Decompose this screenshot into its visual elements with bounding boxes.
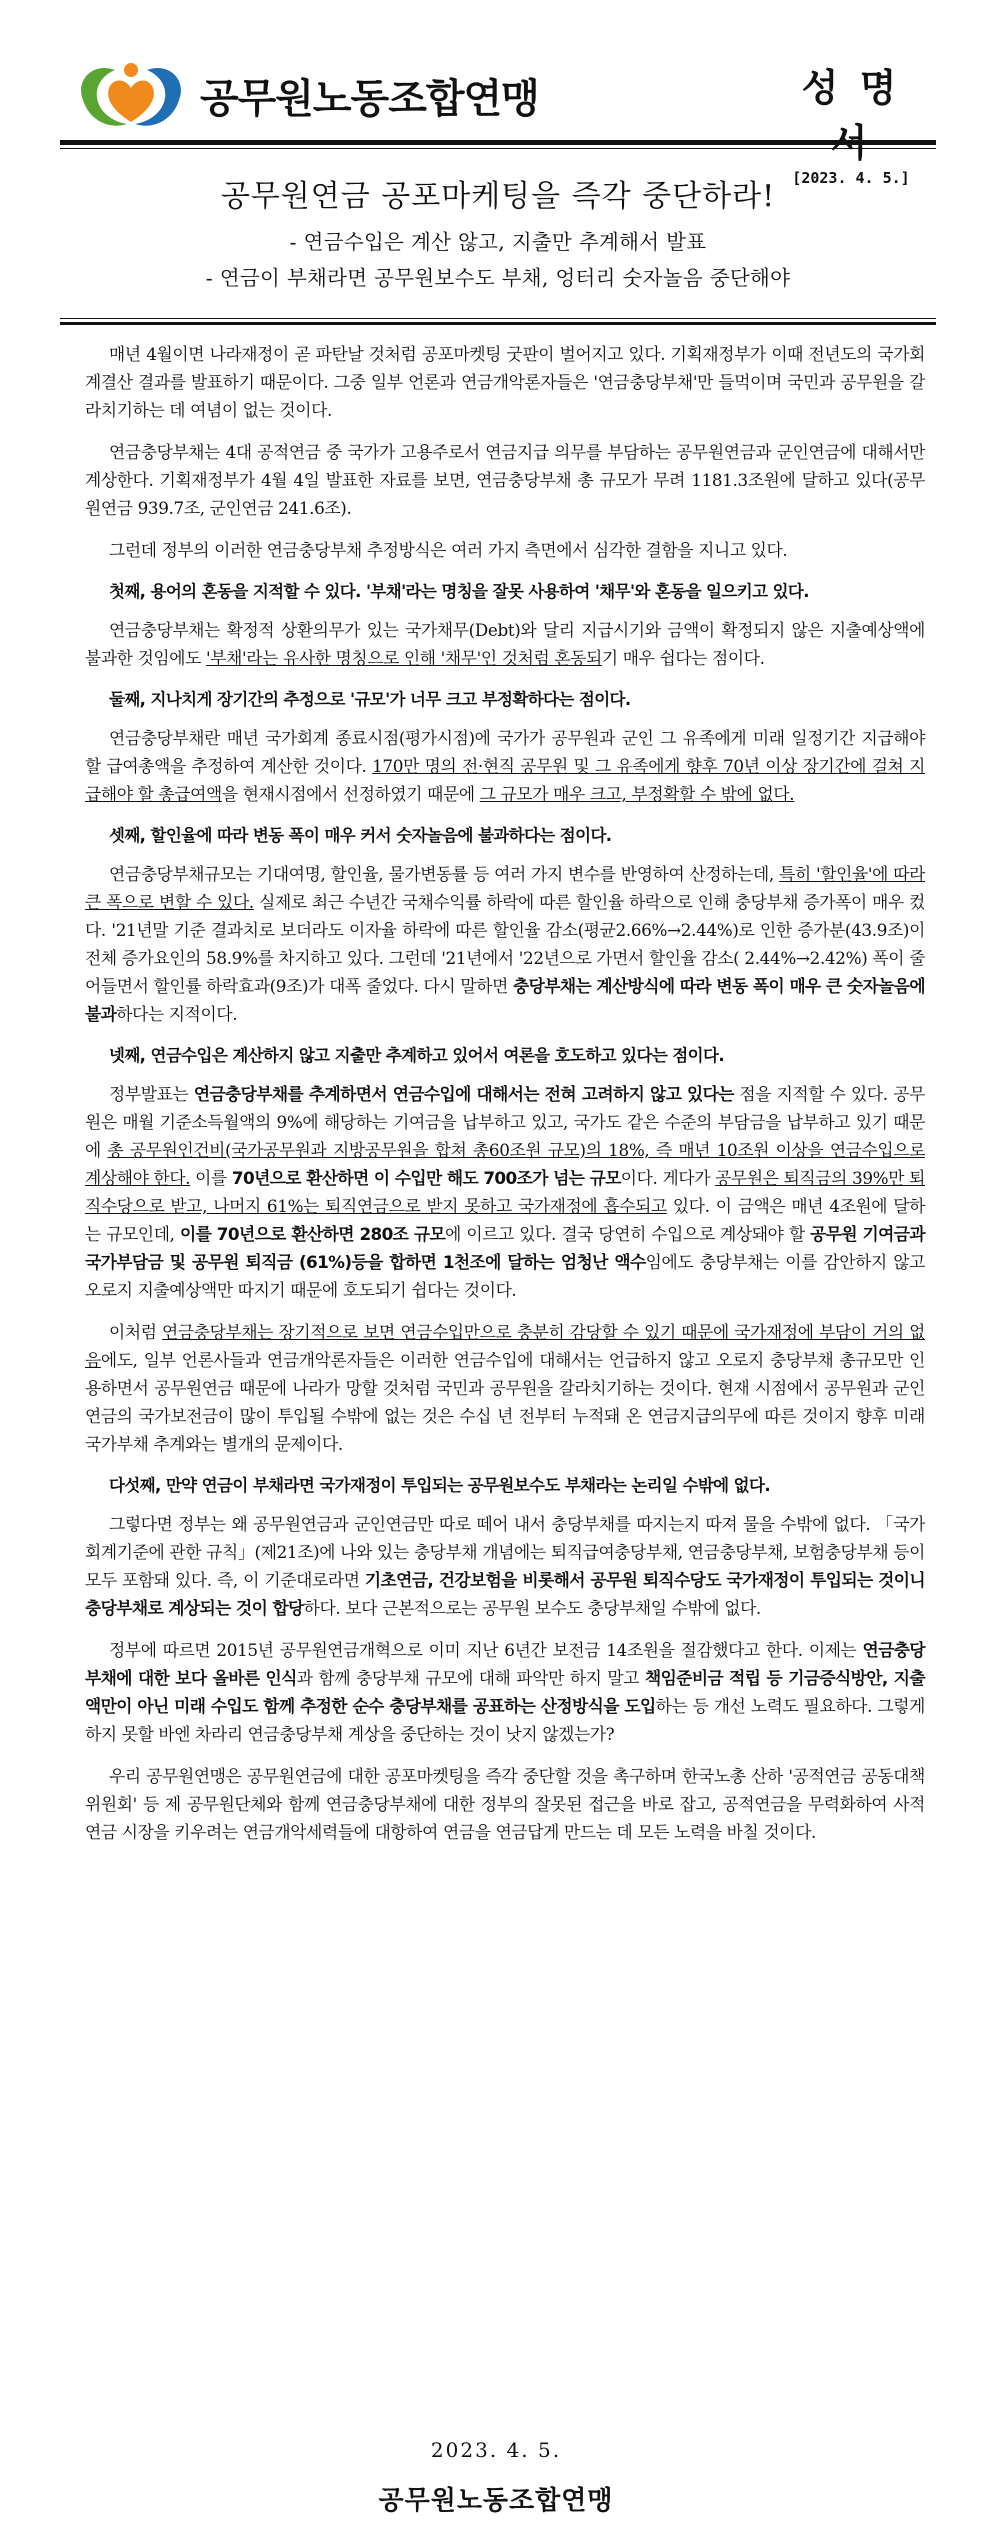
document-date: [2023. 4. 5.]: [792, 169, 910, 187]
text-span: 실제로 최근 수년간 국채수익률 하락에 따른 할인율 하락으로 인해 충당부채 증가폭이 매우 컸다. '21년말 기준 결과치로 보더라도 이자율 하락에 따른 할인율 감소(평균2.66%→2.44%)로 인한 증가분(43.9조)이 전체 증가요인의 58.9%를 차지하고 있다. 그런데 '21년에서 '22년으로 가면서 할인율 감소( 2.44%→2.42%) 폭이 줄어들면서 할인률 하락효과(9조)가 대폭 줄었다. 다시 말하면: [85, 892, 925, 996]
title-rule-thick: [60, 322, 936, 325]
underlined-text: '부채'라는 유사한 명칭으로 인해 '채무'인 것처럼 혼동되: [206, 648, 602, 668]
paragraph-conclusion: 우리 공무원연맹은 공무원연금에 대한 공포마켓팅을 즉각 중단할 것을 촉구하며 한국노총 산하 '공적연금 공동대책위원회' 등 제 공무원단체와 함께 연금충당부채에 대한 정부의 잘못된 접근을 바로 잡고, 공적연금을 무력화하여 사적연금 시장을 키우려는 연금개악세력들에 대항하여 연금을 연금답게 만드는 데 모든 노력을 바칠 것이다.: [85, 1766, 925, 1842]
paragraph-point-4-cont: [85, 1318, 925, 1458]
text-span: 점을 지적할 수 있다. 공무원은 매월 기준소득월액의 9%에 해당하는 기여금을 납부하고 있고, 국가도 같은 수준의 부담금을 납부하고 있기 때문에: [85, 1084, 925, 1160]
signature-org: 공무원노동조합연맹: [378, 2486, 614, 2516]
heading-point-4: 넷째, 연금수입은 계산하지 않고 지출만 추계하고 있어서 여론을 호도하고 있다는 점이다.: [109, 1046, 724, 1065]
text-span: 이를: [190, 1168, 232, 1188]
heading-point-1: 첫째, 용어의 혼동을 지적할 수 있다. '부채'라는 명칭을 잘못 사용하여 '채무'와 혼동을 일으키고 있다.: [109, 582, 809, 601]
heading-point-5: 다섯째, 만약 연금이 부채라면 국가재정이 투입되는 공무원보수도 부채라는 논리일 수밖에 없다.: [109, 1476, 771, 1495]
text-span: 연금충당부채규모는 기대여명, 할인율, 물가변동률 등 여러 가지 변수를 반영하여 산정하는데,: [109, 864, 780, 884]
text-span: 있다. 이 금액은 매년 4조원에 달하는 규모인데,: [85, 1196, 925, 1244]
text-span: 에도, 일부 언론사들과 연금개악론자들은 이러한 연금수입에 대해서는 언급하지 않고 오로지 충당부채 총규모만 인용하면서 공무원연금 때문에 나라가 망할 것처럼 국민과 공무원을 갈라치기하는 것이다. 현재 시점에서 공무원과 군인연금의 국가보전금이 많이 투입될 수밖에 없는 것은 수십 년 전부터 누적돼 온 연금지급의무에 따른 것이지 향후 미래 국가부채 추계와는 별개의 문제이다.: [85, 1350, 925, 1454]
bold-text: 공무원 기여금과 국가부담금 및 공무원 퇴직금 (61%)등을 합하면 1천조에 달하는 엄청난 액수: [85, 1224, 925, 1272]
main-title: 공무원연금 공포마케팅을 즉각 중단하라!: [220, 179, 776, 214]
paragraph-point-5: [85, 1510, 925, 1622]
org-name: 공무원노동조합연맹: [200, 76, 539, 122]
bold-text: 기초연금, 건강보험을 비롯해서 공무원 퇴직수당도 국가재정이 투입되는 것이니 충당부채로 계상되는 것이 합당: [85, 1570, 925, 1618]
subtitle-1: - 연금수입은 계산 않고, 지출만 추계해서 발표: [289, 230, 707, 254]
text-span: 을 현재시점에서 선정하였기 때문에: [221, 784, 480, 804]
text-span: 이다. 게다가: [620, 1168, 716, 1188]
bold-text: 충당부채는 계산방식에 따라 변동 폭이 매우 큰 숫자놀음에 불과: [85, 976, 925, 1024]
text-span: 정부발표는: [109, 1084, 194, 1104]
closing-date: 2023. 4. 5.: [430, 2438, 562, 2462]
underlined-text: 170만 명의 전·현직 공무원 및 그 유족에게 향후 70년 이상 장기간에 걸쳐 지급해야 할 총급여액: [85, 756, 925, 804]
text-span: 기 매우 쉽다는 점이다.: [601, 648, 765, 668]
statement-body: [85, 340, 925, 1860]
text-span: 그렇다면 정부는 왜 공무원연금과 군인연금만 따로 떼어 내서 충당부채를 따지는지 따져 물을 수밖에 없다. 「국가회계기준에 관한 규칙」(제21조)에 나와 있는 충당부채 개념에는 퇴직급여충당부채, 연금충당부채, 보험충당부채 등이 모두 포함돼 있다. 즉, 이 기준대로라면: [85, 1514, 925, 1590]
bold-text: 연금충당부채에 대한 보다 올바른 인식: [85, 1640, 925, 1688]
bold-text: 70년으로 환산하면 이 수입만 해도 700조가 넘는 규모: [231, 1168, 621, 1188]
paragraph-point-3: [85, 860, 925, 1028]
bold-text: 책임준비금 적립 등 기금증식방안, 지출액만이 아닌 미래 수입도 함께 추정한 순수 충당부채를 공표하는 산정방식을 도입: [85, 1668, 925, 1716]
text-span: 정부에 따르면 2015년 공무원연금개혁으로 이미 지난 6년간 보전금 14조원을 절감했다고 한다. 이제는: [109, 1640, 863, 1660]
underlined-text: 총 공무원인건비(국가공무원과 지방공무원을 합쳐 총60조원 규모)의 18%, 즉 매년 10조원 이상을 연금수입으로 계상해야 한다.: [85, 1140, 925, 1188]
text-span: 하는 등 개선 노력도 필요하다. 그렇게 하지 못할 바엔 차라리 연금충당부채 계상을 중단하는 것이 낫지 않겠는가?: [85, 1696, 925, 1744]
underlined-text: 공무원은 퇴직금의 39%만 퇴직수당으로 받고, 나머지 61%는 퇴직연금으로 받지 못하고 국가재정에 흡수되고: [85, 1168, 925, 1216]
paragraph-pension-liability: 연금충당부채는 4대 공적연금 중 국가가 고용주로서 연금지급 의무를 부담하는 공무원연금과 군인연금에 대해서만 계상한다. 기획재정부가 4월 4일 발표한 자료를 보면, 연금충당부채 총 규모가 무려 1181.3조원에 달하고 있다(공무원연금 939.7조, 군인연금 241.6조).: [85, 442, 925, 518]
paragraph-point-1: [85, 616, 925, 672]
text-span: 에 이르고 있다. 결국 당연히 수입으로 계상돼야 할: [445, 1224, 811, 1244]
union-logo-icon: [75, 60, 187, 132]
paragraph-point-4: [85, 1080, 925, 1304]
paragraph-intro: 매년 4월이면 나라재정이 곧 파탄날 것처럼 공포마켓팅 굿판이 벌어지고 있다. 기획재정부가 이때 전년도의 국가회계결산 결과를 발표하기 때문이다. 그중 일부 언론과 연금개악론자들은 '연금충당부채'만 들먹이며 국민과 공무원을 갈라치기하는 데 여념이 없는 것이다.: [85, 344, 925, 420]
bold-text: 연금충당부채를 추계하면서 연금수입에 대해서는 전혀 고려하지 않고 있다는: [193, 1084, 734, 1104]
text-span: 이처럼: [109, 1322, 163, 1342]
paragraph-flaws: 그런데 정부의 이러한 연금충당부채 추정방식은 여러 가지 측면에서 심각한 결함을 지니고 있다.: [109, 540, 788, 560]
header-rule-thick: [60, 140, 936, 145]
document-type: 성 명: [801, 66, 901, 110]
paragraph-point-2: [85, 724, 925, 808]
text-span: 연금충당부채는 확정적 상환의무가 있는 국가채무(Debt)와 달리 지급시기와 금액이 확정되지 않은 지출예상액에 불과한 것임에도: [85, 620, 925, 668]
title-rule-thin: [60, 318, 936, 319]
subtitle-2: - 연금이 부채라면 공무원보수도 부채, 엉터리 숫자놀음 중단해야: [205, 266, 791, 290]
text-span: 연금충당부채란 매년 국가회계 종료시점(평가시점)에 국가가 공무원과 군인 그 유족에게 미래 일정기간 지급해야 할 급여총액을 추정하여 계산한 것이다.: [85, 728, 925, 776]
letterhead: [60, 55, 936, 187]
text-span: 임에도 충당부채는 이를 감안하지 않고 오로지 지출예상액만 따지기 때문에 호도되기 쉽다는 것이다.: [85, 1252, 925, 1300]
title-block: [60, 165, 936, 291]
underlined-text: 특히 '할인율'에 따라 큰 폭으로 변할 수 있다.: [85, 864, 925, 912]
bold-text: 이를 70년으로 환산하면 280조 규모: [179, 1224, 446, 1244]
text-span: 하다는 지적이다.: [116, 1004, 238, 1024]
header-rule-thin: [60, 148, 936, 149]
underlined-text: 그 규모가 매우 크고, 부정확할 수 밖에 없다.: [479, 784, 795, 804]
text-span: 과 함께 충당부채 규모에 대해 파악만 하지 말고: [296, 1668, 645, 1688]
heading-point-2: 둘째, 지나치게 장기간의 추정으로 '규모'가 너무 크고 부정확하다는 점이다.: [109, 690, 631, 709]
underlined-text: 연금충당부채는 장기적으로 보면 연금수입만으로 충분히 감당할 수 있기 때문에 국가재정에 부담이 거의 없음: [85, 1322, 925, 1370]
heading-point-3: 셋째, 할인율에 따라 변동 폭이 매우 커서 숫자놀음에 불과하다는 점이다.: [109, 826, 612, 845]
text-span: 하다. 보다 근본적으로는 공무원 보수도 충당부채일 수밖에 없다.: [303, 1598, 761, 1618]
paragraph-reform: [85, 1636, 925, 1748]
